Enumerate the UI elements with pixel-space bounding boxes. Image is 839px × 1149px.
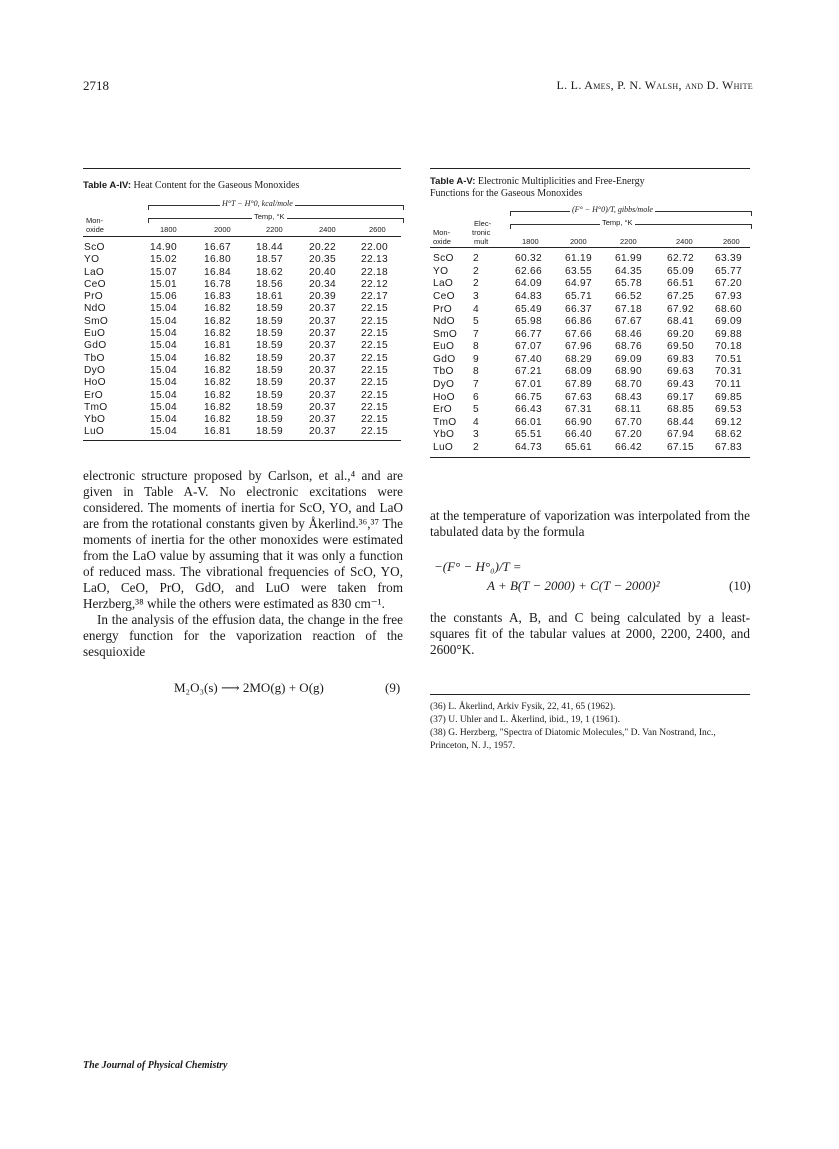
table-iv-cell: 16.84 [204,266,231,278]
table-v-row [433,316,751,329]
table-iv-cell: ErO [84,389,104,401]
table-v-cell: 68.11 [615,404,642,416]
page-number: 2718 [83,78,109,93]
references [430,701,750,753]
table-v-cell: 67.15 [667,442,694,454]
table-iv-row [84,303,401,315]
table-iv-cell: 16.82 [204,303,231,315]
table-v-cell: 67.40 [515,353,542,365]
table-iv-cell: 16.80 [204,254,231,266]
table-v-cell: 68.29 [565,353,592,365]
table-v-cell: 61.99 [615,253,642,265]
table-v-header-rule [430,247,750,248]
table-v-cell: 4 [473,303,479,315]
table-v-cell: CeO [433,290,455,302]
table-v-cell: 67.67 [615,316,642,328]
table-iv-cell: 20.37 [309,364,336,376]
table-iv-cell: 20.37 [309,401,336,413]
table-v-cell: 66.42 [615,442,642,454]
table-v-cell: 5 [473,404,479,416]
table-iv-cell: 16.83 [204,291,231,303]
table-iv-cell: 18.62 [256,266,283,278]
table-v-cell: 4 [473,416,479,428]
table-v-mult-head-2: tronic [472,228,491,237]
table-v-cell: 67.89 [565,379,592,391]
table-v-cell: 8 [473,341,479,353]
table-iv-cell: 15.06 [150,291,177,303]
table-v-row [433,429,751,442]
table-v-cell: 67.94 [667,429,694,441]
table-iv-cell: 15.04 [150,315,177,327]
table-iv-cell: 18.59 [256,340,283,352]
references-rule [430,694,750,695]
table-iv-cell: 18.59 [256,414,283,426]
table-iv-cell: 16.82 [204,315,231,327]
table-iv-row [84,353,401,365]
table-v-cell: 5 [473,316,479,328]
equation-9: M₂O₃(s) ⟶ 2MO(g) + O(g) [174,680,324,695]
table-iv-cell: 18.59 [256,364,283,376]
table-iv-cell: 22.13 [361,254,388,266]
table-v-cell: 67.92 [667,303,694,315]
table-v-cell: 70.11 [715,379,742,391]
table-iv-row [84,242,401,254]
table-v-cell: 69.43 [667,379,694,391]
table-v-cell: 67.66 [565,328,592,340]
table-v-cell: 68.09 [565,366,592,378]
table-iv-bottom-rule [83,440,401,441]
table-iv-row [84,279,401,291]
table-iv-row [84,365,401,377]
table-iv-temp-3: 2200 [266,225,283,234]
table-v-row [433,291,751,304]
table-v-temp-2: 2000 [570,237,587,246]
table-iv-temp-label: Temp, °K [254,212,285,221]
table-iv-cell: 15.04 [150,414,177,426]
table-v-cell: 7 [473,379,479,391]
table-v-cell: 65.49 [515,303,542,315]
table-v-row [433,253,751,266]
table-v-cell: 67.31 [565,404,592,416]
table-v-cell: 68.70 [615,379,642,391]
table-iv-cell: 22.18 [361,266,388,278]
table-v-caption [430,176,750,200]
table-iv-cell: 22.15 [361,426,388,438]
table-v-cell: 2 [473,265,479,277]
running-head: L. L. Ames, P. N. Walsh, and D. White [556,78,753,92]
table-v-cell: 66.43 [515,404,542,416]
table-iv-cell: 18.61 [256,291,283,303]
table-iv-cell: 22.15 [361,303,388,315]
table-iv-cell: YbO [84,414,106,426]
table-v-col-group: (F° − H°0)/T, gibbs/mole [572,205,653,214]
table-v-cell: 68.44 [667,416,694,428]
table-v-cell: TmO [433,416,457,428]
table-v-cell: EuO [433,341,455,353]
journal-footer: The Journal of Physical Chemistry [83,1060,228,1071]
table-v-cell: 66.01 [515,416,542,428]
table-v-cell: 65.77 [715,265,742,277]
table-v-title-line2: Functions for the Gaseous Monoxides [430,188,583,199]
reference-37: (37) U. Uhler and L. Åkerlind, ibid., 19, 1 (1961). [430,715,620,725]
table-v-cell: 69.53 [715,404,742,416]
table-v-cell: 64.73 [515,442,542,454]
table-iv-cell: 18.59 [256,389,283,401]
table-v-cell: 70.51 [715,353,742,365]
table-iv-cell: 15.07 [150,266,177,278]
table-iv-cell: 16.81 [204,340,231,352]
table-v-cell: 3 [473,290,479,302]
table-v-cell: YO [433,265,449,277]
table-iv-cell: 16.78 [204,278,231,290]
table-v-cell: 69.83 [667,353,694,365]
table-iv-cell: 20.37 [309,328,336,340]
table-v-cell: 8 [473,366,479,378]
table-v-mult-head-1: Elec- [474,219,492,228]
table-iv-cell: YO [84,254,100,266]
table-iv-cell: 18.57 [256,254,283,266]
table-iv-cell: 15.04 [150,426,177,438]
table-v-cell: 66.75 [515,391,542,403]
table-iv-row [84,377,401,389]
table-iv-cell: 15.01 [150,278,177,290]
table-v-cell: 68.62 [715,429,742,441]
table-v-cell: 66.90 [565,416,592,428]
table-v-cell: 63.55 [565,265,592,277]
table-v-cell: 64.97 [565,278,592,290]
table-iv-row-head-1: Mon- [86,216,104,225]
table-iv-cell: 20.37 [309,340,336,352]
table-v-cell: 2 [473,442,479,454]
table-iv-row [84,340,401,352]
table-iv-cell: 20.37 [309,414,336,426]
equation-10-line2: A + B(T − 2000) + C(T − 2000)² [487,578,660,593]
table-v-cell: 2 [473,278,479,290]
table-iv-row [84,402,401,414]
table-iv-cell: 18.59 [256,328,283,340]
table-v-cell: LaO [433,278,454,290]
table-iv-cell: 20.37 [309,377,336,389]
table-iv-cell: 20.40 [309,266,336,278]
table-v-label: Table A-V: [430,176,476,187]
table-v-cell: 7 [473,328,479,340]
table-iv-cell: 16.82 [204,401,231,413]
table-v-cell: GdO [433,353,456,365]
table-v-cell: 69.12 [715,416,742,428]
right-paragraph-1: at the temperature of vaporization was interpolated from the tabulated data by the formula [430,508,750,539]
table-v-cell: 69.09 [615,353,642,365]
table-v-cell: 68.85 [667,404,694,416]
table-v-row-head-2: oxide [433,237,451,246]
table-v-cell: 3 [473,429,479,441]
table-v-cell: 67.63 [565,391,592,403]
table-v-cell: 65.61 [565,442,592,454]
table-iv-cell: 22.12 [361,278,388,290]
table-iv-header-rule [83,236,401,237]
table-iv-cell: 16.82 [204,328,231,340]
table-iv-cell: 16.67 [204,242,231,253]
table-iv-cell: TbO [84,352,105,364]
table-iv-cell: SmO [84,315,109,327]
equation-9-number: (9) [385,680,401,695]
left-column-text [83,468,403,660]
table-v-cell: 67.21 [515,366,542,378]
table-v-row [433,417,751,430]
table-v-cell: 6 [473,391,479,403]
table-v-cell: 9 [473,353,479,365]
table-v-cell: 66.86 [565,316,592,328]
table-v-cell: 67.25 [667,290,694,302]
table-v-row [433,442,751,455]
table-v-cell: 70.18 [715,341,742,353]
table-iv-row [84,328,401,340]
table-v-temp-5: 2600 [723,237,740,246]
table-iv-cell: 22.17 [361,291,388,303]
table-v-row [433,404,751,417]
table-v-cell: 69.63 [667,366,694,378]
table-iv-cell: 15.04 [150,303,177,315]
table-v-cell: 68.46 [615,328,642,340]
table-v-cell: 65.98 [515,316,542,328]
table-v-cell: 64.35 [615,265,642,277]
table-v-cell: 66.51 [667,278,694,290]
table-iv-cell: 20.37 [309,426,336,438]
table-iv-label: Table A-IV: [83,180,132,191]
table-v-cell: 69.85 [715,391,742,403]
table-v-cell: 62.72 [667,253,694,265]
table-v-cell: 64.83 [515,290,542,302]
table-v-row [433,303,751,316]
table-iv-cell: 18.56 [256,278,283,290]
table-v-temp-4: 2400 [676,237,693,246]
table-iv-cell: 15.04 [150,352,177,364]
left-paragraph-2: In the analysis of the effusion data, the change in the free energy function for the vaporization reaction of the sesquioxide [83,612,403,659]
table-iv-cell: 20.37 [309,315,336,327]
table-v-cell: 68.76 [615,341,642,353]
table-v-bottom-rule [430,457,750,458]
table-iv-cell: 15.04 [150,328,177,340]
table-iv-cell: GdO [84,340,107,352]
table-iv-cell: 18.44 [256,242,283,253]
table-iv-cell: 18.59 [256,401,283,413]
table-iv-cell: 20.34 [309,278,336,290]
table-v-cell: 70.31 [715,366,742,378]
table-v-title-line1: Electronic Multiplicities and Free-Energy [477,176,645,187]
table-v-cell: 67.70 [615,416,642,428]
reference-36: (36) L. Åkerlind, Arkiv Fysik, 22, 41, 65 (1962). [430,702,616,712]
table-iv-cell: 18.59 [256,352,283,364]
table-v-top-rule [430,168,750,169]
table-v-cell: 67.01 [515,379,542,391]
table-iv-cell: 22.15 [361,414,388,426]
table-v-cell: 66.77 [515,328,542,340]
table-iv-row [84,414,401,426]
equation-10-number: (10) [729,578,751,593]
table-iv-cell: 18.59 [256,377,283,389]
table-iv-cell: LuO [84,426,105,438]
table-iv-temp-4: 2400 [319,225,336,234]
table-iv-cell: 22.15 [361,389,388,401]
table-iv-cell: 20.37 [309,352,336,364]
table-iv-row [84,254,401,266]
table-v-cell: 65.78 [615,278,642,290]
table-iv-cell: 18.59 [256,303,283,315]
table-iv-cell: 15.04 [150,377,177,389]
table-iv-cell: 22.00 [361,242,388,253]
table-v-body [433,253,751,455]
table-iv-cell: NdO [84,303,106,315]
table-iv-temp-5: 2600 [369,225,386,234]
table-v-cell: ErO [433,404,453,416]
table-iv-temp-2: 2000 [214,225,231,234]
table-iv-cell: 22.15 [361,377,388,389]
table-iv-cell: 15.04 [150,401,177,413]
table-iv-cell: 16.82 [204,352,231,364]
table-v-row [433,341,751,354]
table-iv-cell: 15.04 [150,364,177,376]
table-v-row-head-1: Mon- [433,228,451,237]
table-v-cell: 63.39 [715,253,742,265]
table-iv-temp-1: 1800 [160,225,177,234]
table-v-cell: 65.71 [565,290,592,302]
table-v-temp-label: Temp, °K [602,218,633,227]
table-v-cell: 60.32 [515,253,542,265]
table-v-cell: NdO [433,316,455,328]
table-v-cell: 64.09 [515,278,542,290]
table-v-cell: 66.40 [565,429,592,441]
table-iv-cell: 16.82 [204,377,231,389]
table-v-cell: 66.52 [615,290,642,302]
table-iv-cell: 22.15 [361,401,388,413]
table-v-cell: 67.83 [715,442,742,454]
table-iv-cell: 15.02 [150,254,177,266]
table-iv-cell: 22.15 [361,328,388,340]
table-v-cell: 67.93 [715,290,742,302]
table-v-cell: 68.60 [715,303,742,315]
reference-38: (38) G. Herzberg, "Spectra of Diatomic Molecules," D. Van Nostrand, Inc., Princeton, N. J., 1957. [430,728,716,751]
table-iv-row [84,426,401,438]
table-iv-cell: 22.15 [361,352,388,364]
table-iv-cell: 18.59 [256,426,283,438]
table-iv-cell: 22.15 [361,340,388,352]
table-iv-col-group: H°T − H°0, kcal/mole [222,199,293,208]
table-v-cell: 69.09 [715,316,742,328]
table-iv-cell: 22.15 [361,364,388,376]
table-v-cell: 69.20 [667,328,694,340]
table-v-cell: 68.43 [615,391,642,403]
table-iv-row [84,316,401,328]
table-v-temp-3: 2200 [620,237,637,246]
table-v-cell: 68.41 [667,316,694,328]
table-v-cell: 67.07 [515,341,542,353]
table-iv-cell: 14.90 [150,242,177,253]
table-v-cell: 65.51 [515,429,542,441]
table-v-cell: LuO [433,442,454,454]
table-iv-cell: 20.35 [309,254,336,266]
table-v-cell: TbO [433,366,454,378]
table-iv-cell: TmO [84,401,108,413]
equation-10-line1: −(F° − H°₀)/T = [434,559,522,574]
table-iv-body [84,242,401,439]
table-iv-caption [83,180,403,192]
table-v-cell: 67.96 [565,341,592,353]
table-v-cell: PrO [433,303,453,315]
table-v-cell: 65.09 [667,265,694,277]
table-iv-cell: EuO [84,328,106,340]
table-v-cell: 62.66 [515,265,542,277]
table-iv-row [84,291,401,303]
table-iv-cell: 16.82 [204,414,231,426]
table-iv-cell: DyO [84,364,106,376]
table-iv-cell: ScO [84,242,105,253]
table-v-row [433,266,751,279]
table-v-mult-head-3: mult [474,237,489,246]
table-iv-cell: 15.04 [150,389,177,401]
table-iv-cell: 22.15 [361,315,388,327]
table-iv-cell: 18.59 [256,315,283,327]
table-iv-row-head-2: oxide [86,225,104,234]
table-v-cell: YbO [433,429,455,441]
table-v-row [433,366,751,379]
table-iv-row [84,390,401,402]
table-iv-cell: 16.81 [204,426,231,438]
table-iv-top-rule [83,168,401,169]
table-v-row [433,354,751,367]
table-iv-cell: HoO [84,377,106,389]
table-v-cell: 2 [473,253,479,265]
table-v-cell: SmO [433,328,458,340]
table-v-cell: 67.20 [615,429,642,441]
table-v-cell: 66.37 [565,303,592,315]
table-iv-cell: 20.37 [309,389,336,401]
table-iv-cell: 20.39 [309,291,336,303]
table-v-cell: ScO [433,253,454,265]
table-iv-cell: 16.82 [204,389,231,401]
table-iv-cell: CeO [84,278,106,290]
right-paragraph-2: the constants A, B, and C being calculated by a least-squares fit of the tabular values at 2000, 2200, 2400, and 2600°K. [430,610,750,657]
left-paragraph-1: electronic structure proposed by Carlson, et al.,⁴ and are given in Table A-V. No electronic excitations were considered. The moments of inertia for ScO, YO, and LaO are from the rotational constants given by Åkerlind.³⁶,³⁷ The moments of inertia for the other monoxides were estimated from the LaO value by assuming that it was only a function of reduced mass. The vibrational frequencies of ScO, YO, LaO, CeO, PrO, GdO, and LuO were taken from Herzberg,³⁸ while the others were estimated as 830 cm⁻¹. [83,468,403,611]
table-v-cell: 68.90 [615,366,642,378]
table-v-cell: 69.88 [715,328,742,340]
table-v-cell: 69.17 [667,391,694,403]
table-v-row [433,329,751,342]
table-v-cell: 67.20 [715,278,742,290]
table-v-temp-1: 1800 [522,237,539,246]
table-iv-title: Heat Content for the Gaseous Monoxides [133,180,300,191]
table-v-cell: DyO [433,379,455,391]
table-iv-cell: PrO [84,291,104,303]
table-v-cell: 69.50 [667,341,694,353]
table-iv-cell: LaO [84,266,105,278]
table-iv-row [84,267,401,279]
table-iv-cell: 15.04 [150,340,177,352]
table-v-row [433,392,751,405]
table-iv-cell: 16.82 [204,364,231,376]
table-v-cell: HoO [433,391,455,403]
table-v-cell: 67.18 [615,303,642,315]
table-v-row [433,278,751,291]
table-v-cell: 61.19 [565,253,592,265]
table-iv-cell: 20.37 [309,303,336,315]
table-v-row [433,379,751,392]
table-iv-cell: 20.22 [309,242,336,253]
